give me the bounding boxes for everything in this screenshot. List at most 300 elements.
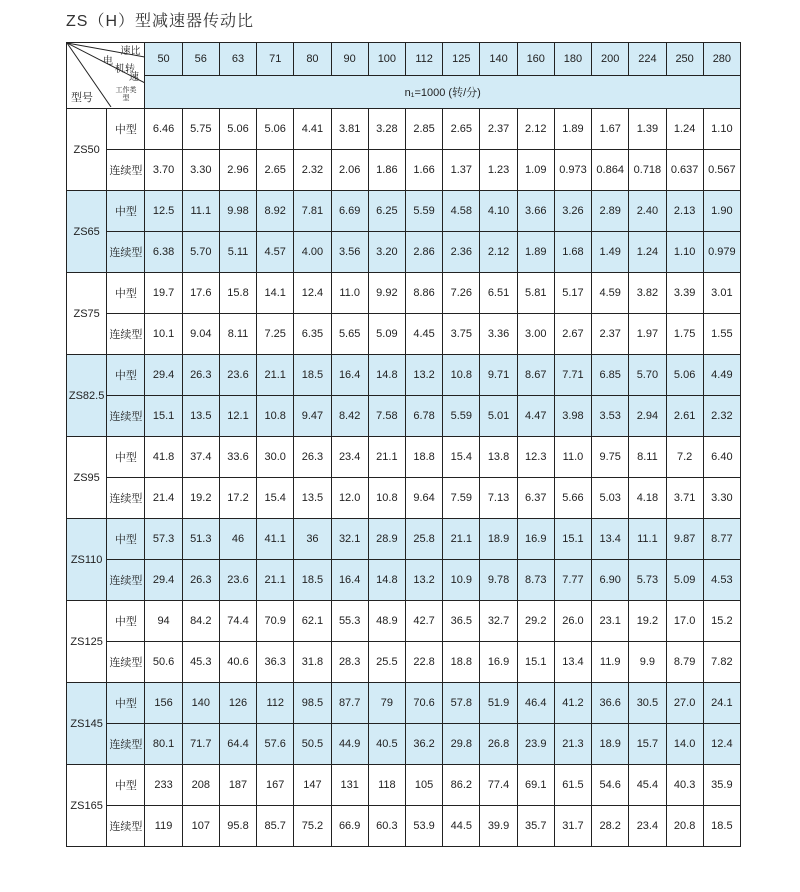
model-group xyxy=(67,437,741,519)
value-cell: 18.5 xyxy=(294,355,331,396)
table-row xyxy=(67,478,741,519)
value-cell: 25.5 xyxy=(368,642,405,683)
value-cell: 57.3 xyxy=(145,519,182,560)
value-cell: 16.9 xyxy=(480,642,517,683)
value-cell: 9.75 xyxy=(592,437,629,478)
value-cell: 6.90 xyxy=(592,560,629,601)
value-cell: 95.8 xyxy=(219,806,256,847)
value-cell: 9.9 xyxy=(629,642,666,683)
value-cell: 9.87 xyxy=(666,519,703,560)
value-cell: 13.4 xyxy=(554,642,591,683)
value-cell: 13.5 xyxy=(294,478,331,519)
value-cell: 3.75 xyxy=(443,314,480,355)
work-type-cell: 连续型 xyxy=(107,396,145,437)
value-cell: 29.4 xyxy=(145,560,182,601)
value-cell: 26.8 xyxy=(480,724,517,765)
model-group xyxy=(67,191,741,273)
value-cell: 19.2 xyxy=(182,478,219,519)
value-cell: 140 xyxy=(182,683,219,724)
ratio-header-cell: 63 xyxy=(219,43,256,76)
value-cell: 41.2 xyxy=(554,683,591,724)
work-type-cell: 连续型 xyxy=(107,560,145,601)
value-cell: 5.06 xyxy=(257,109,294,150)
value-cell: 21.1 xyxy=(443,519,480,560)
table-row xyxy=(67,437,741,478)
model-cell: ZS65 xyxy=(67,191,107,273)
value-cell: 57.8 xyxy=(443,683,480,724)
table-row xyxy=(67,765,741,806)
work-type-cell: 连续型 xyxy=(107,314,145,355)
value-cell: 19.2 xyxy=(629,601,666,642)
value-cell: 87.7 xyxy=(331,683,368,724)
value-cell: 7.82 xyxy=(703,642,740,683)
value-cell: 41.1 xyxy=(257,519,294,560)
value-cell: 13.2 xyxy=(405,355,442,396)
table-row xyxy=(67,683,741,724)
value-cell: 147 xyxy=(294,765,331,806)
value-cell: 94 xyxy=(145,601,182,642)
value-cell: 8.73 xyxy=(517,560,554,601)
value-cell: 9.71 xyxy=(480,355,517,396)
value-cell: 1.55 xyxy=(703,314,740,355)
value-cell: 17.6 xyxy=(182,273,219,314)
corner-work-type-label: 工作类型 xyxy=(115,87,137,102)
model-cell: ZS165 xyxy=(67,765,107,847)
table-row xyxy=(67,560,741,601)
value-cell: 48.9 xyxy=(368,601,405,642)
value-cell: 8.11 xyxy=(219,314,256,355)
value-cell: 15.1 xyxy=(554,519,591,560)
table-row xyxy=(67,806,741,847)
ratio-header-cell: 71 xyxy=(257,43,294,76)
value-cell: 42.7 xyxy=(405,601,442,642)
value-cell: 2.36 xyxy=(443,232,480,273)
value-cell: 6.51 xyxy=(480,273,517,314)
value-cell: 13.8 xyxy=(480,437,517,478)
value-cell: 21.1 xyxy=(257,355,294,396)
value-cell: 22.8 xyxy=(405,642,442,683)
value-cell: 30.5 xyxy=(629,683,666,724)
value-cell: 5.70 xyxy=(629,355,666,396)
table-row xyxy=(67,191,741,232)
value-cell: 40.5 xyxy=(368,724,405,765)
value-cell: 18.5 xyxy=(294,560,331,601)
value-cell: 3.71 xyxy=(666,478,703,519)
value-cell: 14.0 xyxy=(666,724,703,765)
value-cell: 5.65 xyxy=(331,314,368,355)
value-cell: 187 xyxy=(219,765,256,806)
ratio-header-cell: 200 xyxy=(592,43,629,76)
value-cell: 14.8 xyxy=(368,560,405,601)
value-cell: 3.39 xyxy=(666,273,703,314)
value-cell: 14.1 xyxy=(257,273,294,314)
work-type-cell: 连续型 xyxy=(107,642,145,683)
value-cell: 28.9 xyxy=(368,519,405,560)
model-group xyxy=(67,765,741,847)
value-cell: 6.40 xyxy=(703,437,740,478)
model-cell: ZS75 xyxy=(67,273,107,355)
value-cell: 5.09 xyxy=(666,560,703,601)
value-cell: 9.92 xyxy=(368,273,405,314)
value-cell: 50.6 xyxy=(145,642,182,683)
value-cell: 85.7 xyxy=(257,806,294,847)
ratio-header-cell: 140 xyxy=(480,43,517,76)
value-cell: 10.8 xyxy=(368,478,405,519)
value-cell: 1.68 xyxy=(554,232,591,273)
value-cell: 5.09 xyxy=(368,314,405,355)
value-cell: 4.53 xyxy=(703,560,740,601)
value-cell: 29.8 xyxy=(443,724,480,765)
value-cell: 24.1 xyxy=(703,683,740,724)
value-cell: 19.7 xyxy=(145,273,182,314)
value-cell: 23.4 xyxy=(331,437,368,478)
value-cell: 75.2 xyxy=(294,806,331,847)
value-cell: 8.79 xyxy=(666,642,703,683)
value-cell: 4.45 xyxy=(405,314,442,355)
value-cell: 39.9 xyxy=(480,806,517,847)
table-row xyxy=(67,273,741,314)
value-cell: 30.0 xyxy=(257,437,294,478)
value-cell: 0.567 xyxy=(703,150,740,191)
value-cell: 1.66 xyxy=(405,150,442,191)
value-cell: 18.9 xyxy=(592,724,629,765)
value-cell: 69.1 xyxy=(517,765,554,806)
value-cell: 36.5 xyxy=(443,601,480,642)
ratio-header-cell: 125 xyxy=(443,43,480,76)
value-cell: 21.4 xyxy=(145,478,182,519)
value-cell: 2.12 xyxy=(517,109,554,150)
value-cell: 5.01 xyxy=(480,396,517,437)
value-cell: 2.13 xyxy=(666,191,703,232)
value-cell: 6.25 xyxy=(368,191,405,232)
value-cell: 3.01 xyxy=(703,273,740,314)
value-cell: 8.86 xyxy=(405,273,442,314)
value-cell: 4.58 xyxy=(443,191,480,232)
value-cell: 4.47 xyxy=(517,396,554,437)
work-type-cell: 中型 xyxy=(107,683,145,724)
value-cell: 40.3 xyxy=(666,765,703,806)
value-cell: 26.3 xyxy=(182,560,219,601)
corner-motor-label-1: 电 xyxy=(103,56,113,67)
value-cell: 1.89 xyxy=(517,232,554,273)
value-cell: 45.4 xyxy=(629,765,666,806)
value-cell: 1.10 xyxy=(666,232,703,273)
value-cell: 2.32 xyxy=(703,396,740,437)
value-cell: 233 xyxy=(145,765,182,806)
value-cell: 35.9 xyxy=(703,765,740,806)
value-cell: 84.2 xyxy=(182,601,219,642)
value-cell: 2.32 xyxy=(294,150,331,191)
value-cell: 3.26 xyxy=(554,191,591,232)
value-cell: 7.13 xyxy=(480,478,517,519)
table-row xyxy=(67,396,741,437)
value-cell: 60.3 xyxy=(368,806,405,847)
value-cell: 31.7 xyxy=(554,806,591,847)
model-cell: ZS95 xyxy=(67,437,107,519)
value-cell: 23.6 xyxy=(219,560,256,601)
value-cell: 50.5 xyxy=(294,724,331,765)
value-cell: 4.41 xyxy=(294,109,331,150)
value-cell: 7.26 xyxy=(443,273,480,314)
value-cell: 1.37 xyxy=(443,150,480,191)
value-cell: 1.09 xyxy=(517,150,554,191)
value-cell: 77.4 xyxy=(480,765,517,806)
work-type-cell: 中型 xyxy=(107,109,145,150)
value-cell: 156 xyxy=(145,683,182,724)
value-cell: 7.71 xyxy=(554,355,591,396)
value-cell: 3.70 xyxy=(145,150,182,191)
value-cell: 2.86 xyxy=(405,232,442,273)
value-cell: 6.37 xyxy=(517,478,554,519)
value-cell: 7.2 xyxy=(666,437,703,478)
ratio-header-cell: 250 xyxy=(666,43,703,76)
value-cell: 28.2 xyxy=(592,806,629,847)
value-cell: 37.4 xyxy=(182,437,219,478)
value-cell: 5.59 xyxy=(405,191,442,232)
model-group xyxy=(67,601,741,683)
page-title: ZS（H）型减速器传动比 xyxy=(66,13,255,30)
value-cell: 15.7 xyxy=(629,724,666,765)
value-cell: 12.4 xyxy=(294,273,331,314)
value-cell: 18.8 xyxy=(443,642,480,683)
value-cell: 13.4 xyxy=(592,519,629,560)
value-cell: 8.92 xyxy=(257,191,294,232)
value-cell: 0.979 xyxy=(703,232,740,273)
value-cell: 9.64 xyxy=(405,478,442,519)
value-cell: 12.5 xyxy=(145,191,182,232)
table-row xyxy=(67,314,741,355)
model-group xyxy=(67,355,741,437)
value-cell: 11.0 xyxy=(331,273,368,314)
value-cell: 131 xyxy=(331,765,368,806)
value-cell: 15.2 xyxy=(703,601,740,642)
ratio-header-cell: 112 xyxy=(405,43,442,76)
value-cell: 62.1 xyxy=(294,601,331,642)
value-cell: 32.7 xyxy=(480,601,517,642)
value-cell: 208 xyxy=(182,765,219,806)
value-cell: 66.9 xyxy=(331,806,368,847)
table-row xyxy=(67,355,741,396)
value-cell: 31.8 xyxy=(294,642,331,683)
value-cell: 1.24 xyxy=(629,232,666,273)
value-cell: 5.75 xyxy=(182,109,219,150)
value-cell: 5.81 xyxy=(517,273,554,314)
value-cell: 70.9 xyxy=(257,601,294,642)
value-cell: 13.2 xyxy=(405,560,442,601)
value-cell: 29.2 xyxy=(517,601,554,642)
value-cell: 36.2 xyxy=(405,724,442,765)
value-cell: 23.1 xyxy=(592,601,629,642)
value-cell: 5.11 xyxy=(219,232,256,273)
value-cell: 13.5 xyxy=(182,396,219,437)
value-cell: 1.90 xyxy=(703,191,740,232)
value-cell: 53.9 xyxy=(405,806,442,847)
value-cell: 5.59 xyxy=(443,396,480,437)
value-cell: 10.8 xyxy=(257,396,294,437)
value-cell: 3.98 xyxy=(554,396,591,437)
value-cell: 5.06 xyxy=(219,109,256,150)
value-cell: 10.8 xyxy=(443,355,480,396)
ratio-table xyxy=(66,42,741,847)
value-cell: 23.4 xyxy=(629,806,666,847)
value-cell: 9.98 xyxy=(219,191,256,232)
value-cell: 23.9 xyxy=(517,724,554,765)
value-cell: 2.65 xyxy=(257,150,294,191)
model-group xyxy=(67,683,741,765)
value-cell: 0.718 xyxy=(629,150,666,191)
value-cell: 0.973 xyxy=(554,150,591,191)
ratio-header-cell: 280 xyxy=(703,43,740,76)
value-cell: 61.5 xyxy=(554,765,591,806)
value-cell: 1.24 xyxy=(666,109,703,150)
value-cell: 21.1 xyxy=(257,560,294,601)
value-cell: 1.23 xyxy=(480,150,517,191)
value-cell: 112 xyxy=(257,683,294,724)
value-cell: 9.04 xyxy=(182,314,219,355)
model-group xyxy=(67,273,741,355)
value-cell: 5.06 xyxy=(666,355,703,396)
value-cell: 26.3 xyxy=(294,437,331,478)
value-cell: 3.30 xyxy=(703,478,740,519)
ratio-header-cell: 56 xyxy=(182,43,219,76)
value-cell: 6.35 xyxy=(294,314,331,355)
value-cell: 4.59 xyxy=(592,273,629,314)
value-cell: 74.4 xyxy=(219,601,256,642)
table-row xyxy=(67,642,741,683)
value-cell: 2.06 xyxy=(331,150,368,191)
value-cell: 167 xyxy=(257,765,294,806)
value-cell: 15.4 xyxy=(257,478,294,519)
work-type-cell: 中型 xyxy=(107,191,145,232)
corner-model-label: 型号 xyxy=(71,92,93,104)
value-cell: 7.59 xyxy=(443,478,480,519)
value-cell: 2.65 xyxy=(443,109,480,150)
work-type-cell: 中型 xyxy=(107,765,145,806)
value-cell: 29.4 xyxy=(145,355,182,396)
value-cell: 6.46 xyxy=(145,109,182,150)
value-cell: 36.3 xyxy=(257,642,294,683)
value-cell: 2.89 xyxy=(592,191,629,232)
value-cell: 11.9 xyxy=(592,642,629,683)
value-cell: 3.30 xyxy=(182,150,219,191)
model-group xyxy=(67,519,741,601)
value-cell: 80.1 xyxy=(145,724,182,765)
value-cell: 46.4 xyxy=(517,683,554,724)
value-cell: 10.1 xyxy=(145,314,182,355)
value-cell: 41.8 xyxy=(145,437,182,478)
value-cell: 16.4 xyxy=(331,355,368,396)
value-cell: 5.70 xyxy=(182,232,219,273)
value-cell: 27.0 xyxy=(666,683,703,724)
table-row xyxy=(67,724,741,765)
ratio-header-cell: 50 xyxy=(145,43,182,76)
value-cell: 7.25 xyxy=(257,314,294,355)
value-cell: 36.6 xyxy=(592,683,629,724)
value-cell: 5.17 xyxy=(554,273,591,314)
value-cell: 3.56 xyxy=(331,232,368,273)
value-cell: 6.85 xyxy=(592,355,629,396)
value-cell: 6.69 xyxy=(331,191,368,232)
value-cell: 15.8 xyxy=(219,273,256,314)
value-cell: 28.3 xyxy=(331,642,368,683)
work-type-cell: 中型 xyxy=(107,437,145,478)
value-cell: 14.8 xyxy=(368,355,405,396)
work-type-cell: 连续型 xyxy=(107,232,145,273)
value-cell: 35.7 xyxy=(517,806,554,847)
value-cell: 70.6 xyxy=(405,683,442,724)
value-cell: 18.9 xyxy=(480,519,517,560)
value-cell: 55.3 xyxy=(331,601,368,642)
value-cell: 2.96 xyxy=(219,150,256,191)
value-cell: 16.4 xyxy=(331,560,368,601)
header-corner xyxy=(67,43,145,109)
value-cell: 2.67 xyxy=(554,314,591,355)
value-cell: 12.1 xyxy=(219,396,256,437)
work-type-cell: 连续型 xyxy=(107,478,145,519)
value-cell: 40.6 xyxy=(219,642,256,683)
table-row xyxy=(67,232,741,273)
value-cell: 2.94 xyxy=(629,396,666,437)
value-cell: 8.42 xyxy=(331,396,368,437)
work-type-cell: 中型 xyxy=(107,519,145,560)
value-cell: 2.37 xyxy=(480,109,517,150)
value-cell: 9.78 xyxy=(480,560,517,601)
value-cell: 6.78 xyxy=(405,396,442,437)
value-cell: 2.37 xyxy=(592,314,629,355)
value-cell: 8.67 xyxy=(517,355,554,396)
ratio-header-cell: 160 xyxy=(517,43,554,76)
value-cell: 2.12 xyxy=(480,232,517,273)
table-row xyxy=(67,519,741,560)
value-cell: 44.9 xyxy=(331,724,368,765)
value-cell: 17.2 xyxy=(219,478,256,519)
value-cell: 11.1 xyxy=(182,191,219,232)
value-cell: 3.66 xyxy=(517,191,554,232)
value-cell: 3.20 xyxy=(368,232,405,273)
value-cell: 2.85 xyxy=(405,109,442,150)
value-cell: 107 xyxy=(182,806,219,847)
value-cell: 32.1 xyxy=(331,519,368,560)
value-cell: 3.28 xyxy=(368,109,405,150)
value-cell: 8.11 xyxy=(629,437,666,478)
value-cell: 33.6 xyxy=(219,437,256,478)
value-cell: 4.10 xyxy=(480,191,517,232)
value-cell: 1.86 xyxy=(368,150,405,191)
model-cell: ZS110 xyxy=(67,519,107,601)
work-type-cell: 连续型 xyxy=(107,724,145,765)
value-cell: 64.4 xyxy=(219,724,256,765)
work-type-cell: 中型 xyxy=(107,273,145,314)
work-type-cell: 连续型 xyxy=(107,806,145,847)
corner-speed-ratio-label: 速比 xyxy=(120,46,141,57)
value-cell: 18.5 xyxy=(703,806,740,847)
value-cell: 1.10 xyxy=(703,109,740,150)
ratio-header-cell: 180 xyxy=(554,43,591,76)
value-cell: 36 xyxy=(294,519,331,560)
value-cell: 3.82 xyxy=(629,273,666,314)
value-cell: 16.9 xyxy=(517,519,554,560)
value-cell: 98.5 xyxy=(294,683,331,724)
value-cell: 7.81 xyxy=(294,191,331,232)
work-type-cell: 连续型 xyxy=(107,150,145,191)
value-cell: 26.0 xyxy=(554,601,591,642)
value-cell: 11.1 xyxy=(629,519,666,560)
value-cell: 0.864 xyxy=(592,150,629,191)
value-cell: 1.39 xyxy=(629,109,666,150)
value-cell: 8.77 xyxy=(703,519,740,560)
ratio-header-cell: 80 xyxy=(294,43,331,76)
corner-motor-label-3: 速 xyxy=(129,72,139,83)
